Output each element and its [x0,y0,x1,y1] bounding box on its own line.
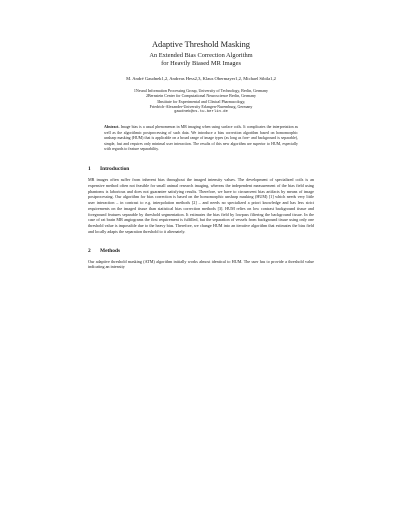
section-title: Introduction [100,166,130,172]
affiliation-list [88,88,314,115]
section-heading [88,166,314,173]
affiliation-2: 2Bernstein Center for Computational Neuroscience Berlin, Germany [145,93,257,99]
affiliation-1: 1Neural Information Processing Group, University of Technology, Berlin, Germany [133,88,269,93]
section-body: Our adaptive threshold masking (ATM) algorithm initially works almost identical to HUM. The user has to provide a threshold value indicating an intensity [88,258,314,270]
abstract-block [104,125,298,153]
abstract-text: Image bias is a usual phenomenon in MR imaging when using surface coils. It complicates the interpretation as well as the algorithmic postprocessing of such data. We introduce a bias correction algorithm based on homomorphic unsharp masking (HUM) that is applicable on a broad range of image types (as long as fore- and background is separable), simple, fast and requires only minimal user interaction. The results of this new algorithm are superior to HUM, especially with regards to feature separability. [104,125,298,152]
section-number: 2 [88,247,91,254]
subtitle-line-1: An Extended Bias Correction Algorithm [149,52,253,59]
section-heading [88,248,314,255]
paper-subtitle [88,52,314,68]
author-list: M. André Gaudnek1,2, Andreas Hess2,3, Klaus Obermayer1,2, Michael Sibila1,2 [126,76,276,81]
section-title: Methods [100,247,121,254]
section-methods [88,248,314,271]
section-introduction [88,166,314,235]
subtitle-line-2: for Heavily Biased MR Images [161,60,241,67]
affiliation-3: 3Institute for Experimental and Clinical Pharmacology, [156,98,246,104]
contact-email: gaudnek@cs.tu-berlin.de [174,109,228,114]
paper-title: Adaptive Threshold Masking [151,40,250,49]
abstract-label: Abstract. [104,125,120,130]
section-number: 1 [88,166,91,172]
affiliation-4: Friedrich-Alexander-University Erlangen-Nuremburg, Germany [149,104,253,110]
paper-page [88,40,314,270]
section-body: MR images often suffer from inherent bias throughout the imaged intensity values. The development of specialized coils is an expensive method often not feasible for small animal research imaging, whereas the independent measurement of the bias field using phantoms is laborious and does not guarantee satisfying results. Therefore, we have to circumvent bias artifacts by means of image postprocessing. Our algorithm for bias correction is based on the homomorphic unsharp masking (HUM) [1] which needs very little user interaction – in contrast to e.g. interpolation methods [2] – and needs no specialized a priori knowledge and has less strict requirements on the imaged tissue than statistical bias correction methods [3]. HUM relies on low contrast background tissue and foreground features separable by threshold segmentation. It estimates the bias field by lowpass filtering the background tissue. In the case of rat brain MR angiograms the first requirement is fulfilled, but the separation of vessels from background tissue using only one threshold value is impossible due to the heavy bias. Therefore, we change HUM into an iterative algorithm that estimates the bias field and locally adapts the separation threshold to it alternately. [88,177,314,234]
